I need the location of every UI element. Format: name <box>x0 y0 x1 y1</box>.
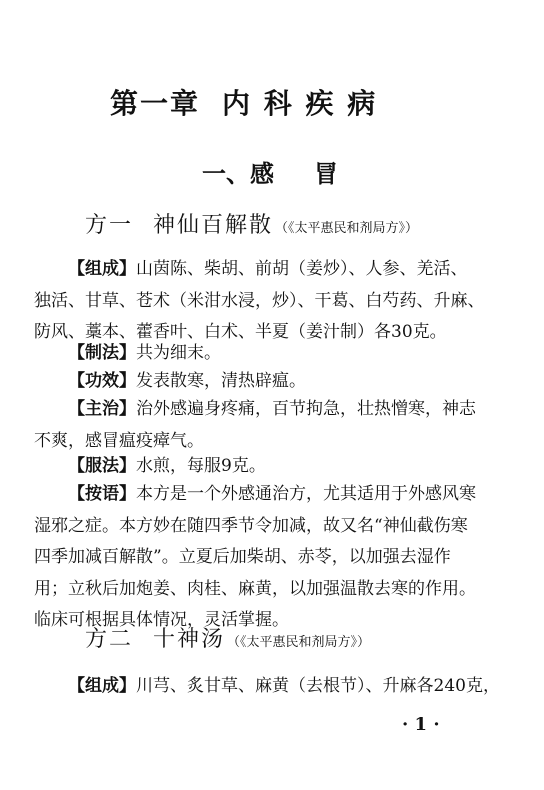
composition-text-line-2: 独活、甘草、苍术（米泔水浸，炒）、干葛、白芍药、升麻、 <box>34 290 485 311</box>
chapter-name: 内 科 疾 病 <box>222 87 378 120</box>
composition-paragraph-2 <box>68 671 498 703</box>
indication-label: 【主治】 <box>68 399 136 419</box>
page-number: · 1 · <box>402 714 440 735</box>
composition-text: 川芎、炙甘草、麻黄（去根节）、升麻各240克， <box>136 676 500 696</box>
indication-text-line-2: 不爽，感冒瘟疫瘴气。 <box>34 430 204 451</box>
composition-text-line-3: 防风、藁本、藿香叶、白术、半夏（姜汁制）各30克。 <box>34 322 447 342</box>
composition-paragraph <box>34 254 498 349</box>
chapter-title <box>110 82 377 122</box>
efficacy-label: 【功效】 <box>68 371 136 391</box>
formula-name: 神仙百解散 <box>153 213 274 238</box>
preparation-paragraph <box>68 338 498 370</box>
section-prefix: 一、感 <box>202 159 274 188</box>
efficacy-paragraph <box>68 366 498 398</box>
dosage-label: 【服法】 <box>68 456 136 476</box>
commentary-text-line-1: 本方是一个外感通治方，尤其适用于外感风寒 <box>136 484 476 504</box>
formula-heading-1 <box>85 208 418 239</box>
commentary-label: 【按语】 <box>68 484 136 504</box>
composition-label: 【组成】 <box>68 676 136 696</box>
dosage-paragraph <box>68 451 498 483</box>
preparation-label: 【制法】 <box>68 343 136 363</box>
preparation-text: 共为细末。 <box>136 343 221 363</box>
commentary-paragraph <box>34 479 498 637</box>
commentary-text-line-5: 临床可根据具体情况，灵活掌握。 <box>34 610 289 630</box>
section-char: 冒 <box>314 159 338 188</box>
indication-text-line-1: 治外感遍身疼痛，百节拘急，壮热憎寒，神志 <box>136 399 476 419</box>
efficacy-text: 发表散寒，清热辟瘟。 <box>136 371 306 391</box>
commentary-text-line-4: 用；立秋后加炮姜、肉桂、麻黄，以加强温散去寒的作用。 <box>34 578 476 599</box>
composition-label: 【组成】 <box>68 259 136 279</box>
commentary-text-line-2: 湿邪之症。本方妙在随四季节令加减，故又名“神仙截伤寒 <box>34 515 468 536</box>
chapter-prefix: 第一章 <box>110 87 201 120</box>
dosage-text: 水煎，每服9克。 <box>136 456 266 476</box>
formula-number: 方一 <box>85 213 134 238</box>
formula-source: （《太平惠民和剂局方》） <box>275 221 419 236</box>
formula-heading-2 <box>85 622 370 653</box>
commentary-text-line-3: 四季加减百解散”。立夏后加柴胡、赤苓，以加强去湿作 <box>34 547 451 567</box>
indication-paragraph <box>34 394 498 457</box>
formula-source: （《太平惠民和剂局方》） <box>227 635 371 650</box>
section-title <box>202 154 338 189</box>
composition-text-line-1: 山茵陈、柴胡、前胡（姜炒）、人参、羌活、 <box>136 259 468 279</box>
formula-name: 十神汤 <box>153 627 226 652</box>
formula-number: 方二 <box>85 627 134 652</box>
